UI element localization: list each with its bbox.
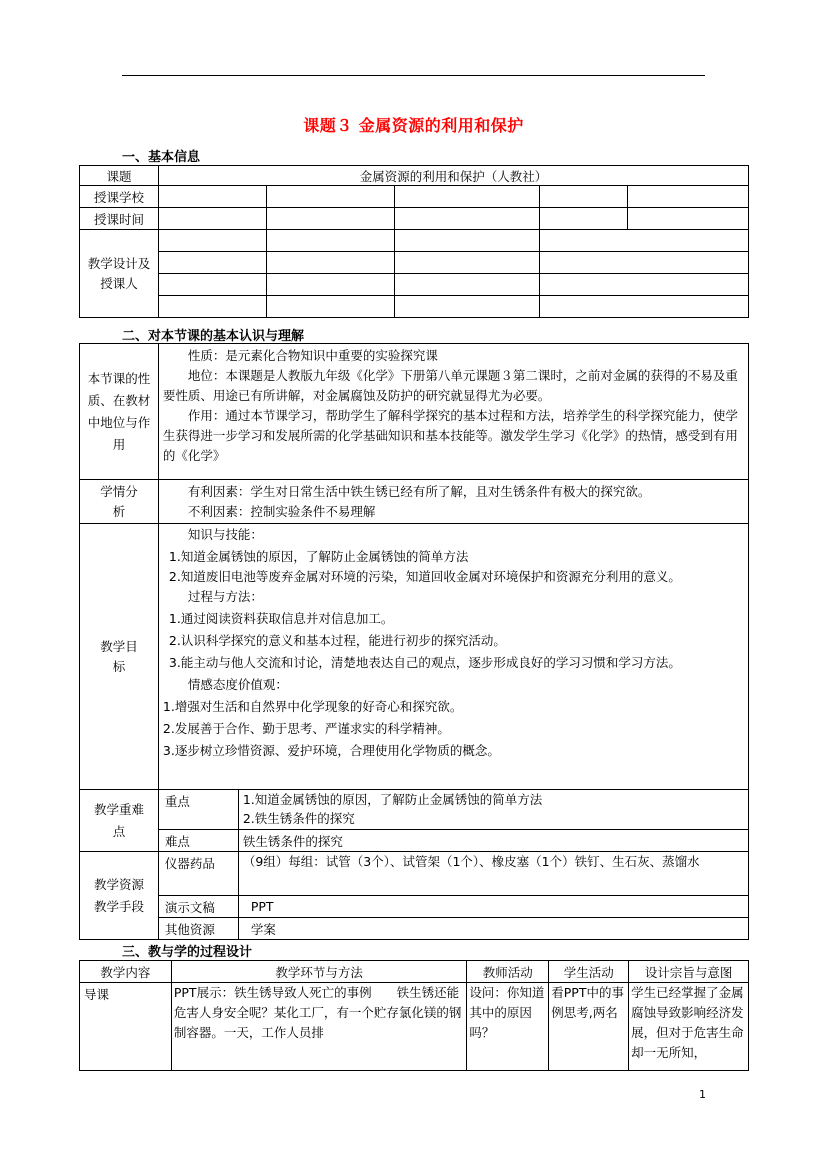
designer-cell xyxy=(394,230,540,252)
school-cell xyxy=(266,186,394,208)
nature-cell xyxy=(158,344,748,480)
school-cell xyxy=(394,186,540,208)
other-label: 其他资源 xyxy=(158,918,238,940)
time-cell xyxy=(266,208,394,230)
key-item: 2.铁生锈条件的探究 xyxy=(242,811,355,826)
designer-cell xyxy=(158,274,266,296)
difficult-label: 难点 xyxy=(158,830,238,852)
time-cell xyxy=(540,208,628,230)
designer-cell xyxy=(266,296,394,318)
nature-text: 地位：本课题是人教版九年级《化学》下册第八单元课题３第二课时，之前对金属的获得的不易及重要性质、用途已有所讲解，对金属腐蚀及防护的研究就显得尤为必要。 xyxy=(162,368,738,403)
goals-item: 2.认识科学探究的意义和基本过程，能进行初步的探究活动。 xyxy=(168,633,506,648)
nature-text: 性质：是元素化合物知识中重要的实验探究课 xyxy=(187,348,438,363)
section-heading-understanding: 二、对本节课的基本认识与理解 xyxy=(122,329,305,344)
goals-item: 3.逐步树立珍惜资源、爱护环境，合理使用化学物质的概念。 xyxy=(162,743,500,758)
topic-value: 金属资源的利用和保护（人教社） xyxy=(158,166,748,186)
key-item: 1.知道金属锈蚀的原因，了解防止金属锈蚀的简单方法 xyxy=(242,792,543,807)
key-cell xyxy=(238,790,748,830)
col-teacher: 教师活动 xyxy=(467,961,549,983)
goals-item: 3.能主动与他人交流和讨论，清楚地表达自己的观点，逐步形成良好的学习习惯和学习方法。 xyxy=(168,655,681,670)
goals-item: 1.增强对生活和自然界中化学现象的好奇心和探究欲。 xyxy=(162,699,463,714)
demo-label: 演示文稿 xyxy=(158,896,238,918)
page-title: 课题３ 金属资源的利用和保护 xyxy=(303,116,524,135)
goals-label: 教学目标 xyxy=(80,524,159,790)
designer-cell xyxy=(266,252,394,274)
instruments-label: 仪器药品 xyxy=(158,852,238,896)
difficult-value: 铁生锈条件的探究 xyxy=(238,830,748,852)
row1-student: 看PPT中的事例思考,两名 xyxy=(549,983,629,1071)
learner-text: 有利因素：学生对日常生活中铁生锈已经有所了解，且对生锈条件有极大的探究欲。 xyxy=(187,483,651,499)
designer-cell xyxy=(394,274,540,296)
school-cell xyxy=(628,186,749,208)
designer-cell xyxy=(266,230,394,252)
col-method: 教学环节与方法 xyxy=(171,961,467,983)
keypoints-label: 教学重难点 xyxy=(80,790,159,852)
time-cell xyxy=(628,208,749,230)
designer-cell xyxy=(158,296,266,318)
school-cell xyxy=(158,186,266,208)
row1-method: PPT展示：铁生锈导致人死亡的事例 铁生锈还能危害人身安全呢？某化工厂，有一个贮存氯化镁的钢制容器。一天，工作人员排 xyxy=(171,983,467,1071)
goals-item: 2.发展善于合作、勤于思考、严谨求实的科学精神。 xyxy=(162,721,450,736)
designer-cell xyxy=(266,274,394,296)
row1-purpose: 学生已经掌握了金属腐蚀导致影响经济发展，但对于危害生命却一无所知， xyxy=(629,983,749,1071)
goals-cell xyxy=(158,524,748,790)
col-content: 教学内容 xyxy=(80,961,172,983)
designer-cell xyxy=(540,296,749,318)
time-label: 授课时间 xyxy=(80,208,159,230)
designer-cell xyxy=(540,252,749,274)
topic-label: 课题 xyxy=(80,166,159,186)
goals-subhead: 知识与技能： xyxy=(187,527,263,542)
designer-cell xyxy=(394,252,540,274)
goals-subhead: 过程与方法： xyxy=(187,589,263,604)
goals-item: 2.知道废旧电池等废弃金属对环境的污染，知道回收金属对环境保护和资源充分利用的意义。 xyxy=(168,569,681,584)
resources-label: 教学资源教学手段 xyxy=(80,852,159,940)
header-rule xyxy=(122,75,705,76)
instruments-value: （9组）每组：试管（3个）、试管架（1个）、橡皮塞（1个）铁钉、生石灰、蒸馏水 xyxy=(238,852,748,896)
nature-text: 作用：通过本节课学习，帮助学生了解科学探究的基本过程和方法，培养学生的科学探究能力，使学生获得进一步学习和发展所需的化学基础知识和基本技能等。激发学生学习《化学》的热情，感受到有用的《化学》 xyxy=(162,408,738,463)
time-cell xyxy=(394,208,540,230)
learner-text: 不利因素：控制实验条件不易理解 xyxy=(187,503,376,519)
designer-cell xyxy=(540,230,749,252)
key-label: 重点 xyxy=(158,790,238,830)
basic-info-table xyxy=(79,165,749,318)
process-table xyxy=(79,960,749,1071)
understanding-table xyxy=(79,343,749,940)
section-heading-process: 三、教与学的过程设计 xyxy=(122,945,253,960)
demo-value: PPT xyxy=(238,896,748,918)
col-student: 学生活动 xyxy=(549,961,629,983)
designer-cell xyxy=(158,230,266,252)
page-number: 1 xyxy=(699,1088,706,1101)
section-heading-basic-info: 一、基本信息 xyxy=(122,150,201,165)
designer-cell xyxy=(540,274,749,296)
time-cell xyxy=(158,208,266,230)
designer-label: 教学设计及授课人 xyxy=(80,230,159,318)
other-value: 学案 xyxy=(238,918,748,940)
learner-cell xyxy=(158,480,748,524)
goals-item: 1.通过阅读资料获取信息并对信息加工。 xyxy=(168,611,394,626)
row1-content: 导课 xyxy=(80,983,172,1071)
school-label: 授课学校 xyxy=(80,186,159,208)
nature-label: 本节课的性质、在教材中地位与作用 xyxy=(80,344,159,480)
goals-item: 1.知道金属锈蚀的原因，了解防止金属锈蚀的简单方法 xyxy=(168,549,469,564)
learner-label: 学情分析 xyxy=(80,480,159,524)
designer-cell xyxy=(394,296,540,318)
col-purpose: 设计宗旨与意图 xyxy=(629,961,749,983)
row1-teacher: 设问：你知道其中的原因吗？ xyxy=(467,983,549,1071)
school-cell xyxy=(540,186,628,208)
designer-cell xyxy=(158,252,266,274)
goals-subhead: 情感态度价值观： xyxy=(187,677,288,692)
